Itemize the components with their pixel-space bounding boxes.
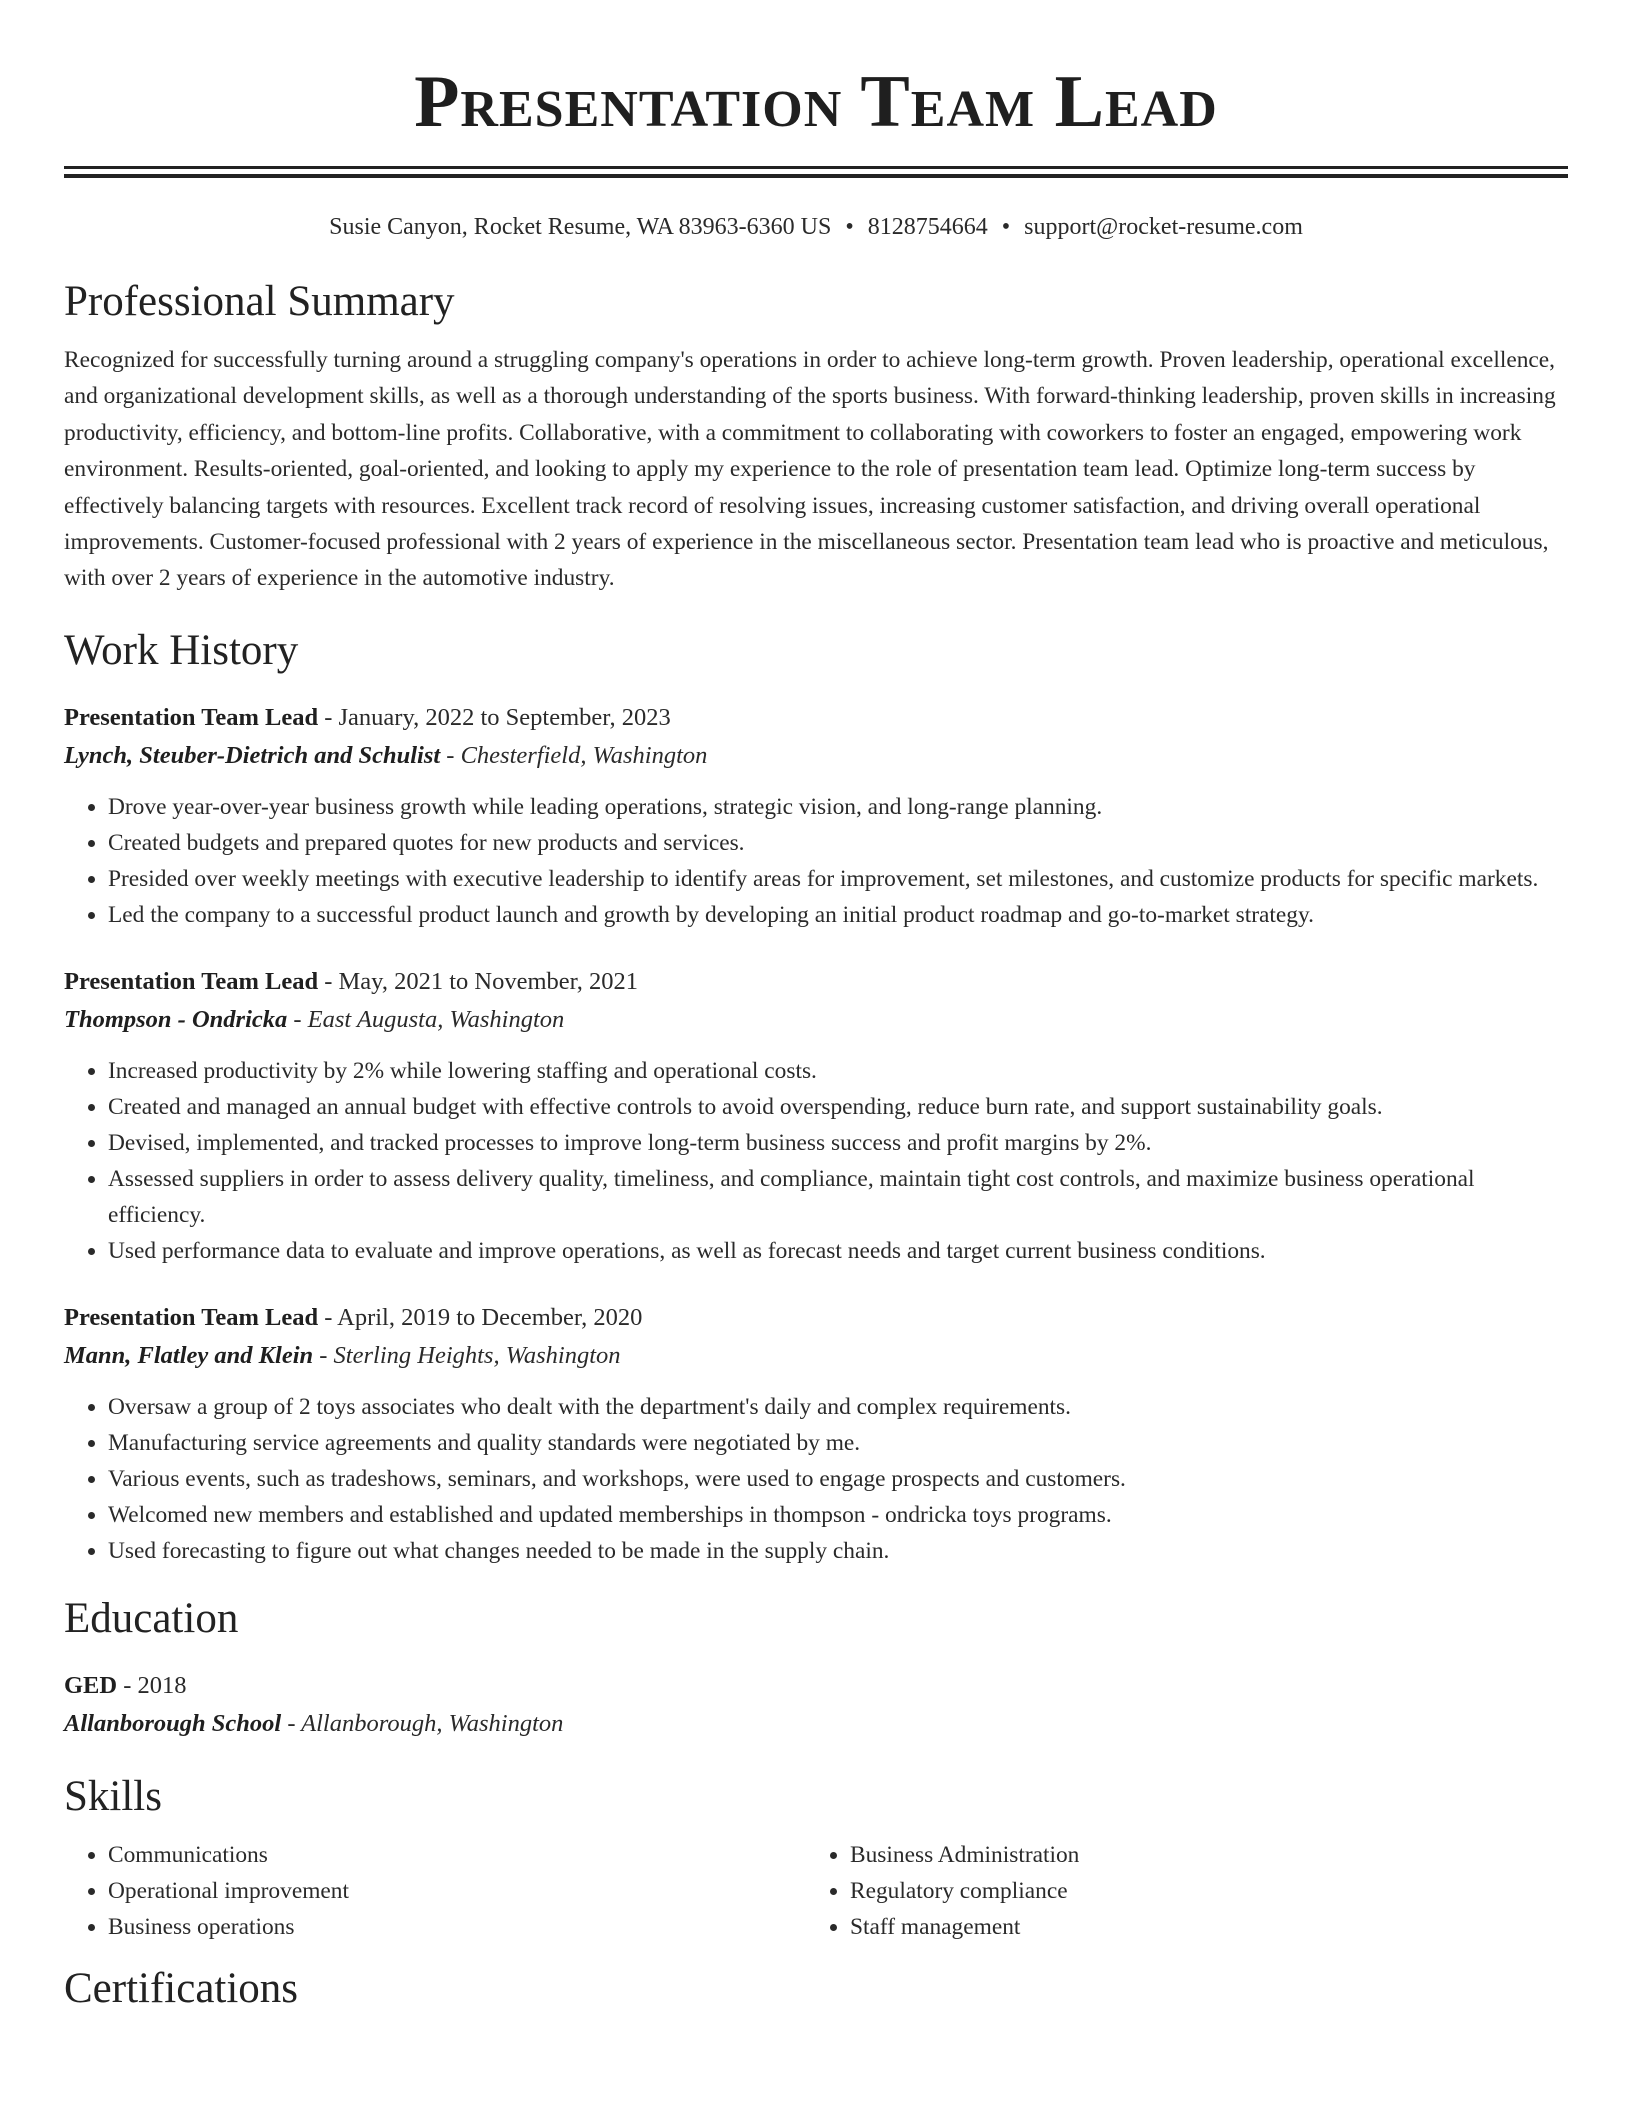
skills-list-right xyxy=(806,1837,1548,1945)
degree-year: - 2018 xyxy=(117,1671,187,1699)
school-line xyxy=(64,1705,1568,1743)
list-item: • Various events, such as tradeshows, seminars, and workshops, were used to engage prospects and customers. xyxy=(108,1461,1568,1497)
skill-item: • Business Administration xyxy=(850,1837,1548,1873)
job-company-line xyxy=(64,737,1568,775)
job-duties-list xyxy=(64,1389,1568,1569)
job-entry xyxy=(64,699,1568,933)
skill-item: • Regulatory compliance xyxy=(850,1873,1548,1909)
job-role: Presentation Team Lead xyxy=(64,967,319,995)
summary-text: Recognized for successfully turning around a struggling company's operations in order to achieve long-term growth. Proven leadership, operational excellence, and organizational development skills, as well as a thorough understanding of the sports business. With forward-thinking leadership, proven skills in increasing productivity, efficiency, and bottom-line profits. Collaborative, with a commitment to collaborating with coworkers to foster an engaged, empowering work environment. Results-oriented, goal-oriented, and looking to apply my experience to the role of presentation team lead. Optimize long-term success by effectively balancing targets with resources. Excellent track record of resolving issues, increasing customer satisfaction, and driving overall operational improvements. Customer-focused professional with 2 years of experience in the miscellaneous sector. Presentation team lead who is proactive and meticulous, with over 2 years of experience in the automotive industry. xyxy=(64,347,1556,592)
job-entry xyxy=(64,1299,1568,1569)
job-duties-list xyxy=(64,1053,1568,1269)
job-location: - Sterling Heights, Washington xyxy=(313,1341,621,1369)
job-role: Presentation Team Lead xyxy=(64,703,319,731)
list-item: • Manufacturing service agreements and quality standards were negotiated by me. xyxy=(108,1425,1568,1461)
job-title-line xyxy=(64,699,1568,737)
list-item: • Presided over weekly meetings with executive leadership to identify areas for improvement, set milestones, and customize products for specific markets. xyxy=(108,861,1568,897)
job-location: - East Augusta, Washington xyxy=(287,1005,565,1033)
education-entry xyxy=(64,1667,1568,1743)
education-heading: Education xyxy=(64,1594,239,1642)
skills-list-left xyxy=(64,1837,806,1945)
school-name: Allanborough School xyxy=(64,1709,282,1737)
certifications-heading: Certifications xyxy=(64,1964,299,2012)
list-item: • Welcomed new members and established and updated memberships in thompson - ondricka toys programs. xyxy=(108,1497,1568,1533)
skill-item: • Staff management xyxy=(850,1909,1548,1945)
list-item: • Increased productivity by 2% while lowering staffing and operational costs. xyxy=(108,1053,1568,1089)
list-item: • Used forecasting to figure out what changes needed to be made in the supply chain. xyxy=(108,1533,1568,1569)
job-entry xyxy=(64,963,1568,1269)
contact-address: Susie Canyon, Rocket Resume, WA 83963-6360 US xyxy=(329,214,832,240)
list-item: • Used performance data to evaluate and improve operations, as well as forecast needs and target current business conditions. xyxy=(108,1233,1568,1269)
degree: GED xyxy=(64,1671,118,1699)
list-item: • Led the company to a successful product launch and growth by developing an initial product roadmap and go-to-market strategy. xyxy=(108,897,1568,933)
job-company-line xyxy=(64,1001,1568,1039)
job-location: - Chesterfield, Washington xyxy=(440,741,708,769)
job-role: Presentation Team Lead xyxy=(64,1303,319,1331)
job-company-line xyxy=(64,1337,1568,1375)
job-dates: - January, 2022 to September, 2023 xyxy=(318,703,671,731)
contact-separator: • xyxy=(845,214,854,240)
resume-title: Presentation Team Lead xyxy=(414,61,1218,143)
list-item: • Created budgets and prepared quotes for new products and services. xyxy=(108,825,1568,861)
degree-line xyxy=(64,1667,1568,1705)
contact-line xyxy=(64,212,1568,242)
job-duties-list xyxy=(64,789,1568,933)
job-dates: - May, 2021 to November, 2021 xyxy=(318,967,639,995)
list-item: • Created and managed an annual budget with effective controls to avoid overspending, reduce burn rate, and support sustainability goals. xyxy=(108,1089,1568,1125)
list-item: • Devised, implemented, and tracked processes to improve long-term business success and profit margins by 2%. xyxy=(108,1125,1568,1161)
list-item: • Assessed suppliers in order to assess delivery quality, timeliness, and compliance, maintain tight cost controls, and maximize business operational efficiency. xyxy=(108,1161,1568,1233)
title-divider xyxy=(64,166,1568,178)
contact-phone: 8128754664 xyxy=(867,214,988,240)
job-title-line xyxy=(64,1299,1568,1337)
skills-heading: Skills xyxy=(64,1772,162,1820)
job-company: Lynch, Steuber-Dietrich and Schulist xyxy=(64,741,441,769)
skill-item: • Business operations xyxy=(108,1909,806,1945)
job-company: Mann, Flatley and Klein xyxy=(64,1341,314,1369)
list-item: • Oversaw a group of 2 toys associates who dealt with the department's daily and complex requirements. xyxy=(108,1389,1568,1425)
job-company: Thompson - Ondricka xyxy=(64,1005,288,1033)
job-title-line xyxy=(64,963,1568,1001)
list-item: • Drove year-over-year business growth while leading operations, strategic vision, and long-range planning. xyxy=(108,789,1568,825)
school-location: - Allanborough, Washington xyxy=(281,1709,564,1737)
skill-item: • Communications xyxy=(108,1837,806,1873)
contact-email: support@rocket-resume.com xyxy=(1024,214,1303,240)
summary-heading: Professional Summary xyxy=(64,278,455,325)
contact-separator: • xyxy=(1001,214,1011,240)
skills-columns xyxy=(64,1837,1568,1945)
work-history-heading: Work History xyxy=(64,626,299,674)
skill-item: • Operational improvement xyxy=(108,1873,806,1909)
job-dates: - April, 2019 to December, 2020 xyxy=(318,1303,643,1331)
